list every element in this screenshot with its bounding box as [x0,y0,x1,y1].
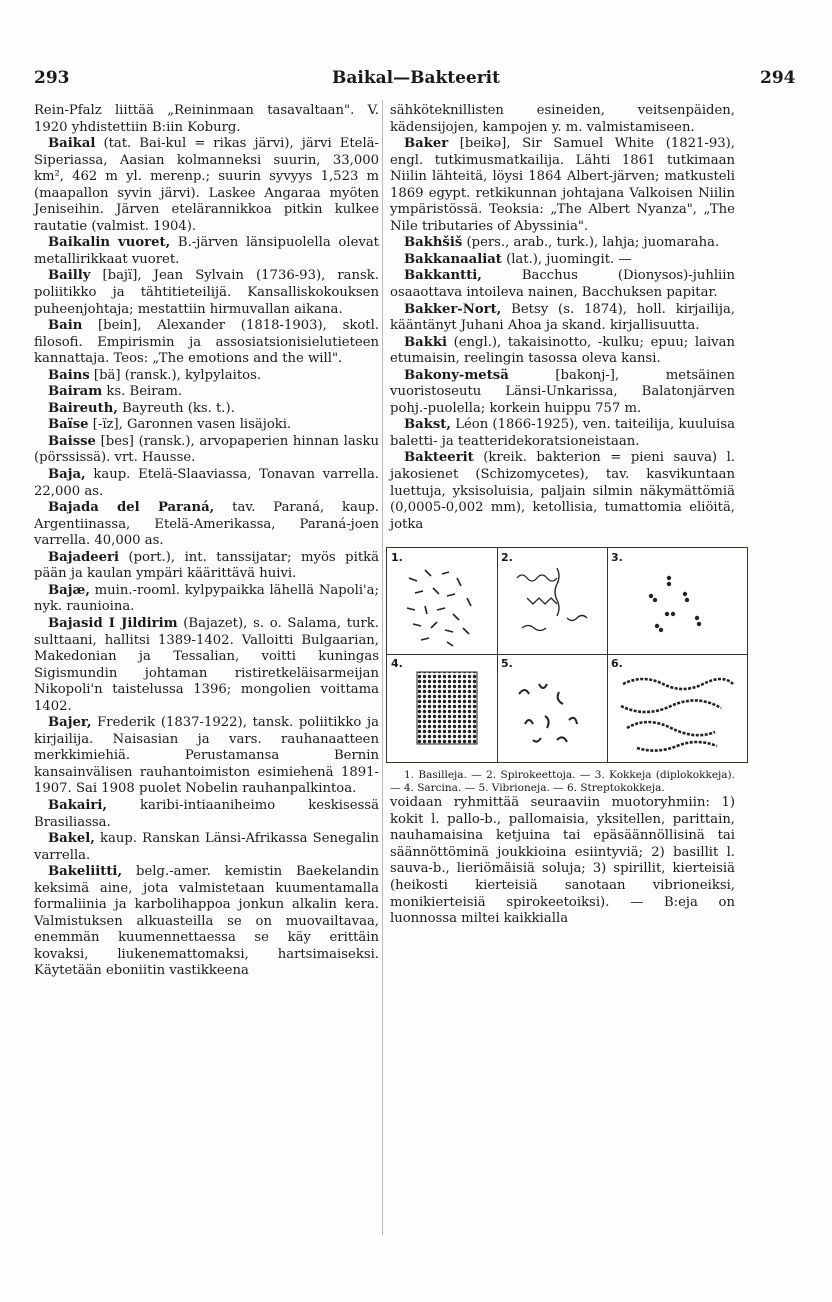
left-column [34,103,379,980]
entry-bakhsis: Bakhšiš (pers., arab., turk.), lahja; juomaraha. [404,235,720,251]
entry-continuation-right: sähköteknillisten esineiden, veitsenpäiden, kädensijojen, kampojen y. m. valmistamiseen. [390,103,735,135]
entry-bakkanaaliat: Bakkanaaliat (lat.), juomingit. — [404,251,632,267]
spirochetes-illustration [497,548,607,654]
entry-bakteerit-continued: voidaan ryhmittää seuraaviin muotoryhmiin: 1) kokit l. pallo-b., pallomaisia, yksitellen, parittain, nauhamaisina ketjuina tai epäsäännöllisinä tai säännöttöminä joukkioina esiintyviä; 2) basillit l. sauva-b., lieriömäisiä soluja; 3) spirillit, kierteisiä (heikosti kierteisiä sanotaan vibrioneiksi, monikierteisiä spirokeetoiksi). — B:eja on luonnossa miltei kaikkialla [390,795,735,927]
entry-baisse: Baisse [bes] (ransk.), arvopaperien hinnan lasku (pörssissä). vrt. Hausse. [34,433,379,466]
entry-bajadeeri: Bajadeeri (port.), int. tanssijatar; myös pitkä pään ja kaulan ympäri käärittävä huivi. [34,549,379,582]
entry-bajada: Bajada del Paraná, tav. Paraná, kaup. Argentiinassa, Etelä-Amerikassa, Paraná-joen varrella. 40,000 as. [34,500,379,549]
sarcina-illustration [387,654,497,762]
streptococci-illustration [607,654,747,762]
bacteria-figure [386,547,748,763]
entry-baikal: Baikal (tat. Bai-kul = rikas järvi), järvi Etelä-Siperiassa, Aasian kolmanneksi suurin, 33,000 km², 462 m yl. merenp.; suurin syvyys 1,523 m (maapallon syvin järvi). Laskee Angaraa myöten Jeniseihin. Järven etelärannikkoa pitkin kulkee rautatie (valmist. 1904). [34,136,379,234]
entry-bakairi: Bakairi, karibi-intiaaniheimo keskisessä Brasiliassa. [34,797,379,830]
entry-bailly: Bailly [bajï], Jean Sylvain (1736-93), ransk. poliitikko ja tähtitieteilijä. Kansalliskokouksen puheenjohtaja; mestattiin hirmuvallan aikana. [34,268,379,317]
entry-bairam: Bairam ks. Beiram. [48,384,183,400]
panel-kokkeja: 3. [607,548,747,655]
entry-baireuth: Baireuth, Bayreuth (ks. t.). [48,400,235,416]
column-divider [382,100,383,1235]
vibrio-illustration [497,654,607,762]
entry-bakony: Bakony-metsä [bakonj-], metsäinen vuoristoseutu Länsi-Unkarissa, Balatonjärven pohj.-puolella; korkein huippu 757 m. [390,367,735,416]
entry-bakker-nort: Bakker-Nort, Betsy (s. 1874), holl. kirjailija, kääntänyt Juhani Ahoa ja skand. kirjallisuutta. [390,301,735,334]
entry-baker: Baker [beikə], Sir Samuel White (1821-93), engl. tutkimusmatkailija. Lähti 1861 tutkimaan Niilin lähteitä, löysi 1864 Albert-järven; matkusteli 1869 egypt. retkikunnan johtajana Valkoisen Niilin ympäristössä. Teoksia: „The Albert Nyanza", „The Nile tributaries of Abyssinia". [390,136,735,234]
entry-continuation: Rein-Pfalz liittää „Reininmaan tasavaltaan". V. 1920 yhdistettiin B:iin Koburg. [34,103,379,135]
running-title: Baikal—Bakteerit [331,68,500,88]
panel-sarcina: 4. [387,654,498,762]
bacilli-illustration [387,548,497,654]
entry-bakel: Bakel, kaup. Ranskan Länsi-Afrikassa Senegalin varrella. [34,831,379,863]
entry-baja: Baja, kaup. Etelä-Slaaviassa, Tonavan varrella. 22,000 as. [34,467,379,499]
panel-basilleja: 1. [387,548,498,655]
entry-bakteerit: Bakteerit (kreik. bakterion = pieni sauva) l. jakosienet (Schizomycetes), tav. kasvikuntaan luettuja, yksisoluisia, paljain silmin näkymättömiä (0,0005-0,002 mm), ketollisia, tumattomia eliöitä, jotka [390,450,735,532]
panel-streptokokkeja: 6. [607,654,747,762]
panel-vibrioneja: 5. [497,654,608,762]
entry-bain: Bain [bein], Alexander (1818-1903), skotl. filosofi. Empirismin ja assosiatsionisielutieteen kannattaja. Teos: „The emotions and the will". [34,318,379,367]
page-number-right: 294 [760,68,796,88]
entry-bajasid: Bajasid I Jildirim (Bajazet), s. o. Salama, turk. sulttaani, hallitsi 1389-1402. Valloitti Bulgaarian, Makedonian ja Tessalian, voitti kuningas Sigismundin johtaman ristiretkeläisarmeijan Nikopoli'n taistelussa 1396; mongolien voittama 1402. [34,615,379,714]
right-column [390,103,735,928]
entry-baikalin-vuoret: Baikalin vuoret, B.-järven länsipuolella olevat metallirikkaat vuoret. [34,235,379,267]
entry-bajer: Bajer, Frederik (1837-1922), tansk. poliitikko ja kirjailija. Naisasian ja vars. rauhanaatteen merkkimiehiä. Perustamansa Bernin kansainvälisen rauhantoimiston esimiehenä 1891-1907. Sai 1908 puolet Nobelin rauhanpalkintoa. [34,715,379,797]
entry-bakeliitti: Bakeliitti, belg.-amer. kemistin Baekelandin keksimä aine, jota valmistetaan kuumentamalla formaliinia ja karbolihappoa jonkun alkalin kera. Valmistuksen alkuasteilla se on muovailtavaa, enemmän kuumennettaessa se käy erittäin kovaksi, liukenemattomaksi, hartsimaiseksi. Käytetään eboniitin vastikkeena [34,864,379,979]
entry-bajae: Bajæ, muin.-rooml. kylpypaikka lähellä Napoli'a; nyk. raunioina. [34,582,379,615]
panel-spirokeettoja: 2. [497,548,608,655]
page-number-left: 293 [34,68,70,88]
entry-bakki: Bakki (engl.), takaisinotto, -kulku; epuu; laivan etumaisin, reelingin tasossa oleva kansi. [390,334,735,367]
entry-bakst: Bakst, Léon (1866-1925), ven. taiteilija, kuuluisa baletti- ja teatteridekoratsioneistaan. [390,417,735,449]
entry-bakkantti: Bakkantti, Bacchus (Dionysos)-juhliin osaaottava intoileva nainen, Bacchuksen papitar. [390,268,735,301]
entry-bains: Bains [bä] (ransk.), kylpylaitos. [48,367,262,383]
cocci-illustration [607,548,747,654]
figure-caption: 1. Basilleja. — 2. Spirokeettoja. — 3. Kokkeja (diplokokkeja). — 4. Sarcina. — 5. Vibrioneja. — 6. Streptokokkeja. [390,769,735,795]
entry-baise: Baïse [-ïz], Garonnen vasen lisäjoki. [48,417,292,433]
